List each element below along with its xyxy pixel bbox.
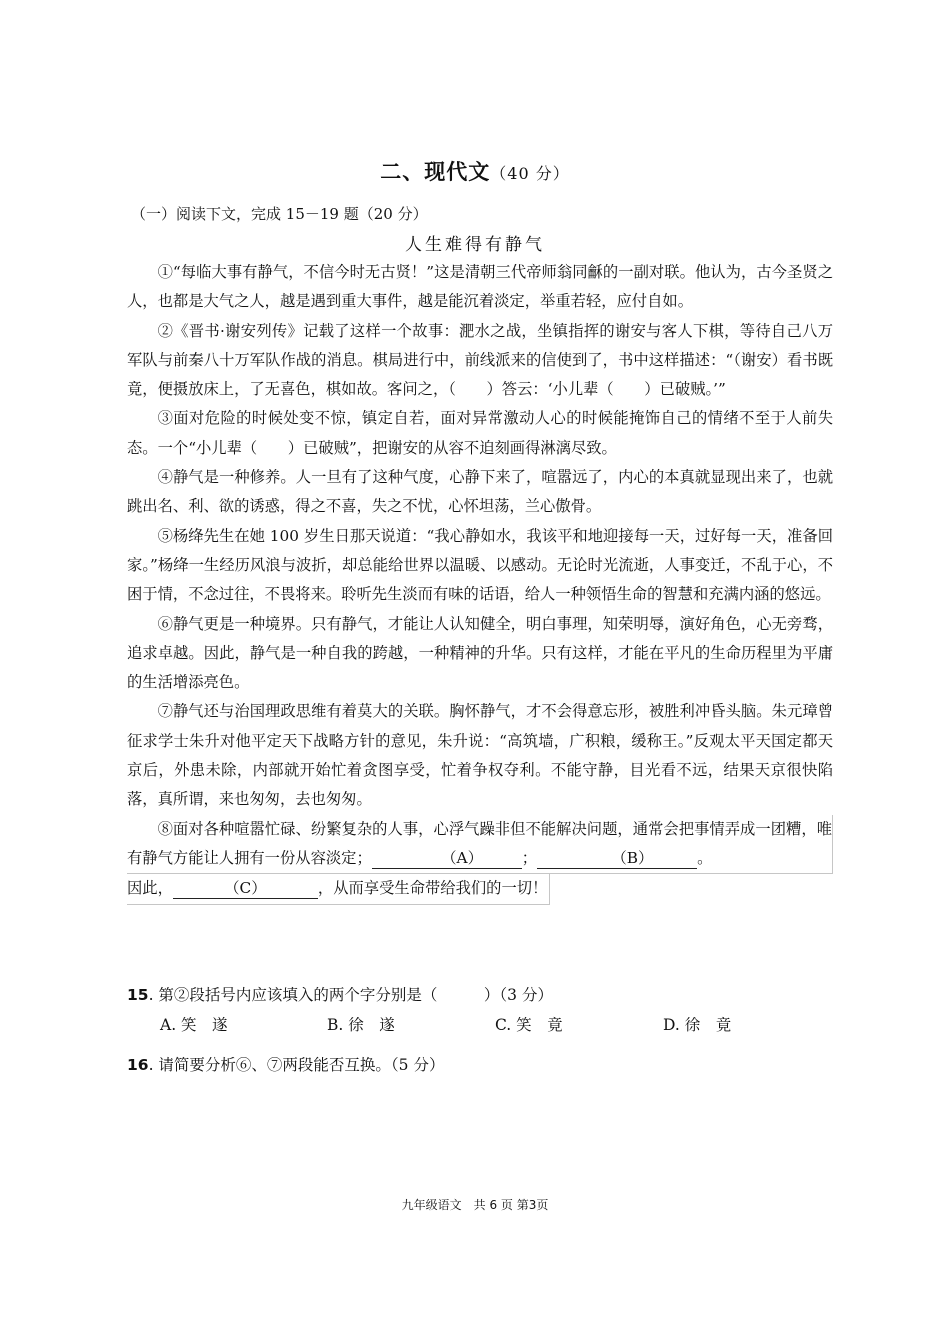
paragraph-6: ⑥静气更是一种境界。只有静气，才能让人认知健全，明白事理，知荣明辱，演好角色，心无旁骛，追求卓越。因此，静气是一种自我的跨越，一种精神的升华。只有这样，才能在平凡的生命历程里为平庸的生活增添亮色。 xyxy=(127,614,833,692)
section-title xyxy=(0,156,950,186)
question-16 xyxy=(127,1053,444,1075)
question-16-number: 16 xyxy=(127,1056,149,1074)
section-title-text: 二、现代文 xyxy=(380,160,491,184)
paragraph-7: ⑦静气还与治国理政思维有着莫大的关联。胸怀静气，才不会得意忘形，被胜利冲昏头脑。朱元璋曾征求学士朱升对他平定天下战略方针的意见，朱升说：“高筑墙，广积粮，缓称王。”反观太平天国定都天京后，外患未除，内部就开始忙着贪图享受，忙着争权夺利。不能守静，目光看不远，结果天京很快陷落，真所谓，来也匆匆，去也匆匆。 xyxy=(127,702,833,809)
paragraph-8-ending: ，从而享受生命带给我们的一切！ xyxy=(317,879,548,898)
question-16-text: . 请简要分析⑥、⑦两段能否互换。（5 分） xyxy=(148,1056,445,1074)
section-points: （40 分） xyxy=(490,164,570,183)
paragraph-1: ①“每临大事有静气，不信今时无古贤！”这是清朝三代帝师翁同龢的一副对联。他认为，古今圣贤之人，也都是大气之人，越是遇到重大事件，越是能沉着淡定，举重若轻，应付自如。 xyxy=(127,263,833,311)
question-15-text: . 第②段括号内应该填入的两个字分别是（ ）（3 分） xyxy=(148,986,553,1004)
reading-instructions: （一）阅读下文，完成 15－19 题（20 分） xyxy=(131,205,428,223)
paragraph-3: ③面对危险的时候处变不惊，镇定自若，面对异常激动人心的时候能掩饰自己的情绪不至于人前失态。一个“小儿辈（ ）已破贼”，把谢安的从容不迫刻画得淋漓尽致。 xyxy=(127,409,833,457)
paragraph-4: ④静气是一种修养。人一旦有了这种气度，心静下来了，喧嚣远了，内心的本真就显现出来了，也就跳出名、利、欲的诱惑，得之不喜，失之不忧，心怀坦荡，兰心傲骨。 xyxy=(127,468,833,516)
paragraph-8-last-line xyxy=(127,874,550,904)
option-a[interactable]: A. 笑 遂 xyxy=(160,1016,228,1034)
paragraph-2: ②《晋书·谢安列传》记载了这样一个故事：淝水之战，坐镇指挥的谢安与客人下棋，等待自己八万军队与前秦八十万军队作战的消息。棋局进行中，前线派来的信使到了，书中这样描述：“（谢安）看书既竟，便摄放床上，了无喜色，棋如故。客问之，（ ）答云：‘小儿辈（ ）已破贼。’” xyxy=(127,321,833,399)
page-footer: 九年级语文 共 6 页 第3页 xyxy=(401,1198,549,1212)
blank-a[interactable]: （A） xyxy=(372,848,522,869)
paragraph-5: ⑤杨绛先生在她 100 岁生日那天说道：“我心静如水，我该平和地迎接每一天，过好每一天，准备回家。”杨绛一生经历风浪与波折，却总能给世界以温暖、以感动。无论时光流逝，人事变迁，不乱于心，不困于情，不念过往，不畏将来。聆听先生淡而有味的话语，给人一种领悟生命的智慧和充满内涵的悠远。 xyxy=(127,526,833,604)
blank-b[interactable]: （B） xyxy=(537,848,697,869)
question-15-number: 15 xyxy=(127,986,149,1004)
question-15 xyxy=(127,983,553,1005)
paragraph-8-therefore: 因此， xyxy=(127,879,173,898)
article-title: 人生难得有静气 xyxy=(405,235,545,255)
blank-c[interactable]: （C） xyxy=(173,878,318,899)
paragraph-8 xyxy=(127,815,833,875)
option-d[interactable]: D. 徐 竟 xyxy=(663,1016,732,1034)
option-b[interactable]: B. 徐 遂 xyxy=(327,1016,395,1034)
option-c[interactable]: C. 笑 竟 xyxy=(495,1016,563,1034)
paragraph-8-text: ⑧面对各种喧嚣忙碌、纷繁复杂的人事，心浮气躁非但不能解决问题，通常会把事情弄成一团糟，唯有静气方能让人拥有一份从容淡定； xyxy=(127,819,832,867)
separator-1: ； xyxy=(521,848,538,867)
article-body xyxy=(127,258,833,905)
separator-2: 。 xyxy=(697,848,713,867)
